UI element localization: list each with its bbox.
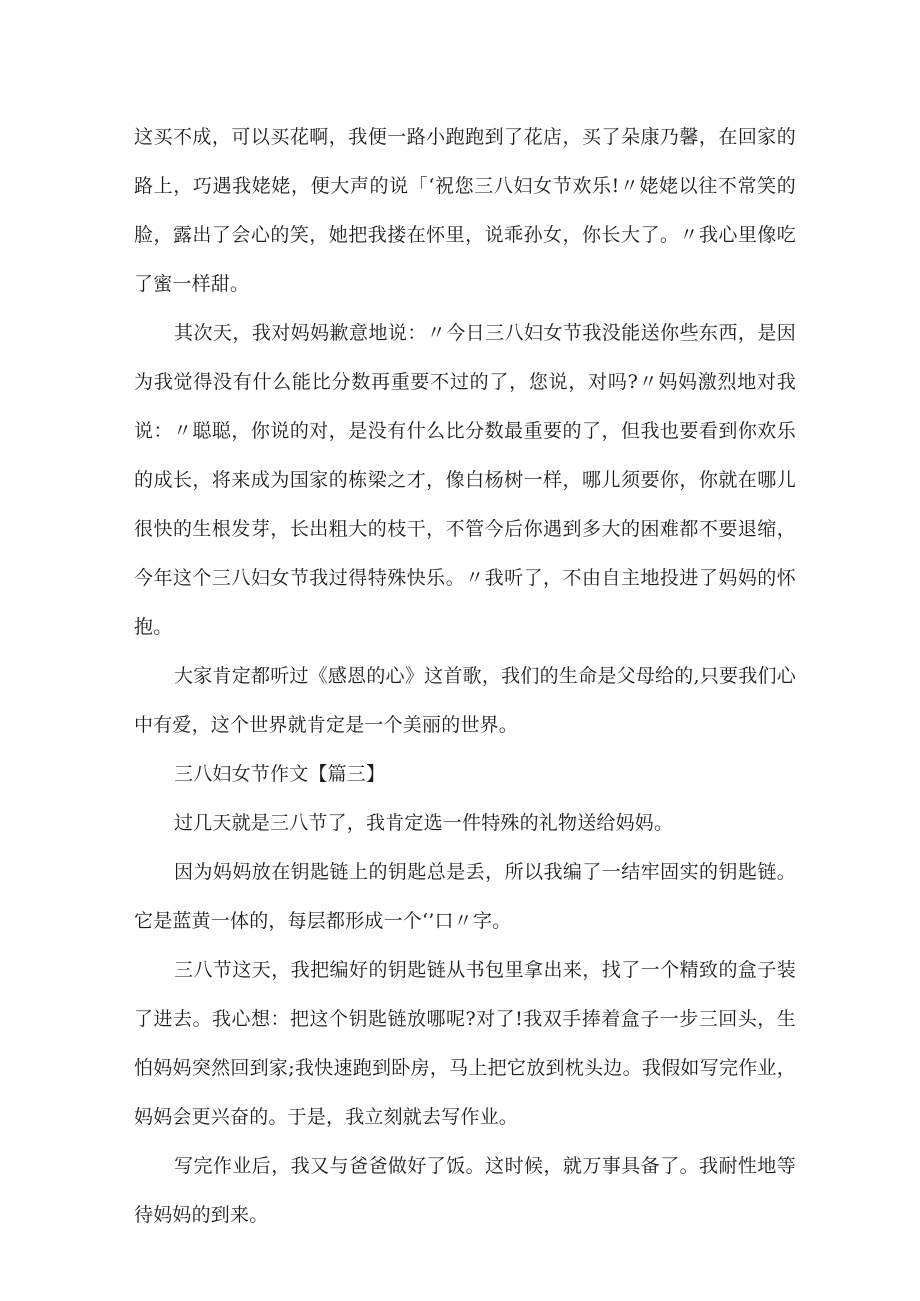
paragraph-2: 其次天，我对妈妈歉意地说：〃今日三八妇女节我没能送你些东西，是因为我觉得没有什么能比分数再重要不过的了，您说，对吗?〃妈妈激烈地对我说：〃聪聪，你说的对，是没有什么比分数最重要的了，但我也要看到你欢乐的成长，将来成为国家的栋梁之才，像白杨树一样，哪儿须要你，你就在哪儿很快的生根发芽，长出粗大的枝干，不管今后你遇到多大的困难都不要退缩，今年这个三八妇女节我过得特殊快乐。〃我听了，不由自主地投进了妈妈的怀抱。 xyxy=(134,322,796,638)
paragraph-6: 三八节这天，我把编好的钥匙链从书包里拿出来，找了一个精致的盒子装了进去。我心想：把这个钥匙链放哪呢?对了!我双手捧着盒子一步三回头，生怕妈妈突然回到家;我快速跑到卧房，马上把它放到枕头边。我假如写完作业，妈妈会更兴奋的。于是，我立刻就去写作业。 xyxy=(134,959,796,1128)
paragraph-5: 因为妈妈放在钥匙链上的钥匙总是丢，所以我编了一结牢固实的钥匙链。它是蓝黄一体的，每层都形成一个‘’口〃字。 xyxy=(134,861,796,932)
paragraph-3: 大家肯定都听过《感恩的心》这首歌，我们的生命是父母给的,只要我们心中有爱，这个世界就肯定是一个美丽的世界。 xyxy=(134,665,796,736)
paragraph-4: 过几天就是三八节了，我肯定选一件特殊的礼物送给妈妈。 xyxy=(174,812,674,834)
paragraph-1: 这买不成，可以买花啊，我便一路小跑跑到了花店，买了朵康乃馨，在回家的路上，巧遇我姥姥，便大声的说「‘祝您三八妇女节欢乐!〃姥姥以往不常笑的脸，露出了会心的笑，她把我搂在怀里，说乖孙女，你长大了。〃我心里像吃了蜜一样甜。 xyxy=(134,126,796,295)
section-heading: 三八妇女节作文【篇三】 xyxy=(174,763,386,785)
document-body xyxy=(134,113,796,1240)
paragraph-7: 写完作业后，我又与爸爸做好了饭。这时候，就万事具备了。我耐性地等待妈妈的到来。 xyxy=(134,1155,796,1226)
